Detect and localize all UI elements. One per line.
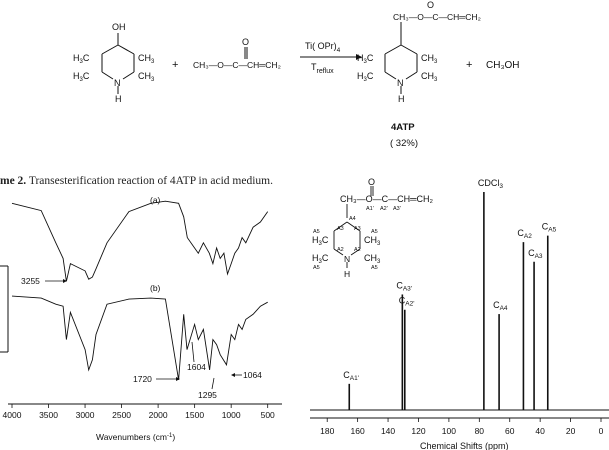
nmr-inset-label-a1p: A1' [366,206,374,212]
ir-trace-label-a: (a) [150,195,161,205]
ir-tick-label: 2000 [148,410,168,420]
nmr-tick-label: 100 [441,426,456,436]
condition-label: $T_{reflux}$ [311,62,334,75]
product-carbonyl-o: O [427,0,435,10]
n-label: N [114,78,121,88]
h3c-label-2: $H_3C$ [73,71,90,83]
nmr-tick-label: 40 [535,426,545,436]
product-name: 4ATP [391,122,415,133]
methanol-label: CH₃OH [486,60,520,71]
nmr-tick-label: 0 [598,426,604,436]
nmr-peak-labels [343,178,556,382]
product-ester-chain: CH₃—O—C—CH═CH₂ [393,12,481,22]
nmr-tick-label: 120 [411,426,426,436]
carbonyl-o-1: O [242,37,250,47]
nmr-inset-h: H [344,269,351,279]
nmr-label-ca5: $C_{A5}$ [541,221,557,234]
product-h3c-1: $H_3C$ [357,53,374,65]
nmr-inset-h3c-1: $H_3C$ [312,235,329,247]
product-h3c-2: $H_3C$ [357,71,374,83]
nmr-label-ca4: $C_{A4}$ [493,300,508,313]
nmr-inset-label-a5-1: A5 [313,229,320,235]
nmr-tick-label: 180 [320,426,335,436]
nmr-inset-label-a3p: A3' [393,206,401,212]
ir-annotation-1295: 1295 [198,390,217,400]
nmr-inset-label-a5-4: A5 [371,265,378,271]
ir-tick-label: 1000 [221,410,241,420]
product-ch3-2: $CH_3$ [421,71,438,83]
catalyst-label: Ti( $OPr)_4$ [305,41,341,54]
h-label: H [115,94,122,104]
product-h: H [398,94,405,104]
ir-x-label: Wavenumbers $(cm^{-1})$ [96,432,176,442]
ir-annotation-1064: 1064 [243,370,262,380]
nmr-inset-label-a5-2: A5 [371,229,378,235]
nmr-inset-label-a2-r: A2 [354,247,361,253]
nmr-inset-label-a4: A4 [349,216,356,222]
nmr-label-ca3: $C_{A3}$ [528,247,543,260]
nmr-inset-n: N [344,254,351,264]
plus-sign-2: + [466,59,473,71]
nmr-inset-label-a2-l: A2 [337,247,344,253]
h3c-label-1: $H_3C$ [73,53,90,65]
nmr-label-ca1p: $C_{A1'}$ [343,369,359,382]
caption-label: me 2. [0,175,27,187]
ir-tick-label: 500 [260,410,275,420]
nmr-tick-label: 60 [505,426,515,436]
product-yield: ( 32%) [390,138,418,149]
ir-trace-label-b: (b) [150,283,161,293]
ir-annotation-1604: 1604 [187,362,206,372]
nmr-inset-ch3-1: $CH_3$ [364,235,381,247]
nmr-inset-h3c-2: $H_3C$ [312,253,329,265]
caption-text: Transesterification reaction of 4ATP in acid medium. [26,175,273,187]
ir-tick-label: 3500 [39,410,58,420]
nmr-inset-ester: CH₃—O—C—CH═CH₂ [340,194,434,204]
nmr-tick-label: 80 [474,426,485,436]
nmr-inset-label-a5-3: A5 [313,265,320,271]
nmr-inset-label-a3-r: A3 [354,226,361,232]
nmr-inset-ch3-2: $CH_3$ [364,253,381,265]
ir-tick-label: 4000 [2,410,22,420]
nmr-inset-o: O [368,177,376,187]
ch3-label-2: $CH_3$ [138,71,155,83]
nmr-label-ca2p: $C_{A2'}$ [398,295,415,308]
nmr-tick-label: 140 [380,426,396,436]
nmr-inset-label-a3-l: A3 [337,226,344,232]
nmr-label-cdcl3: CDCl$_3$ [477,178,504,190]
methyl-acrylate-formula: CH₃—O—C—CH═CH₂ [193,60,281,70]
nmr-x-label: Chemical Shifts (ppm) [420,441,509,450]
nmr-label-ca3p: $C_{A3'}$ [396,280,413,293]
ir-tick-label: 2500 [112,410,132,420]
ch3-label-1: $CH_3$ [138,53,155,65]
oh-label: OH [112,22,126,32]
ir-tick-label: 3000 [75,410,95,420]
ir-annotation-1720: 1720 [133,374,152,384]
product-n: N [397,78,404,88]
ir-tick-label: 1500 [185,410,205,420]
nmr-tick-label: 160 [350,426,365,436]
nmr-label-ca2: $C_{A2}$ [517,228,532,241]
product-ch3-1: $CH_3$ [421,53,438,65]
plus-sign-1: + [172,59,179,71]
nmr-inset-label-a2p: A2' [380,206,388,212]
ir-annotation-3255: 3255 [21,276,40,286]
nmr-x-ticks [320,418,604,436]
nmr-tick-label: 20 [565,426,576,436]
